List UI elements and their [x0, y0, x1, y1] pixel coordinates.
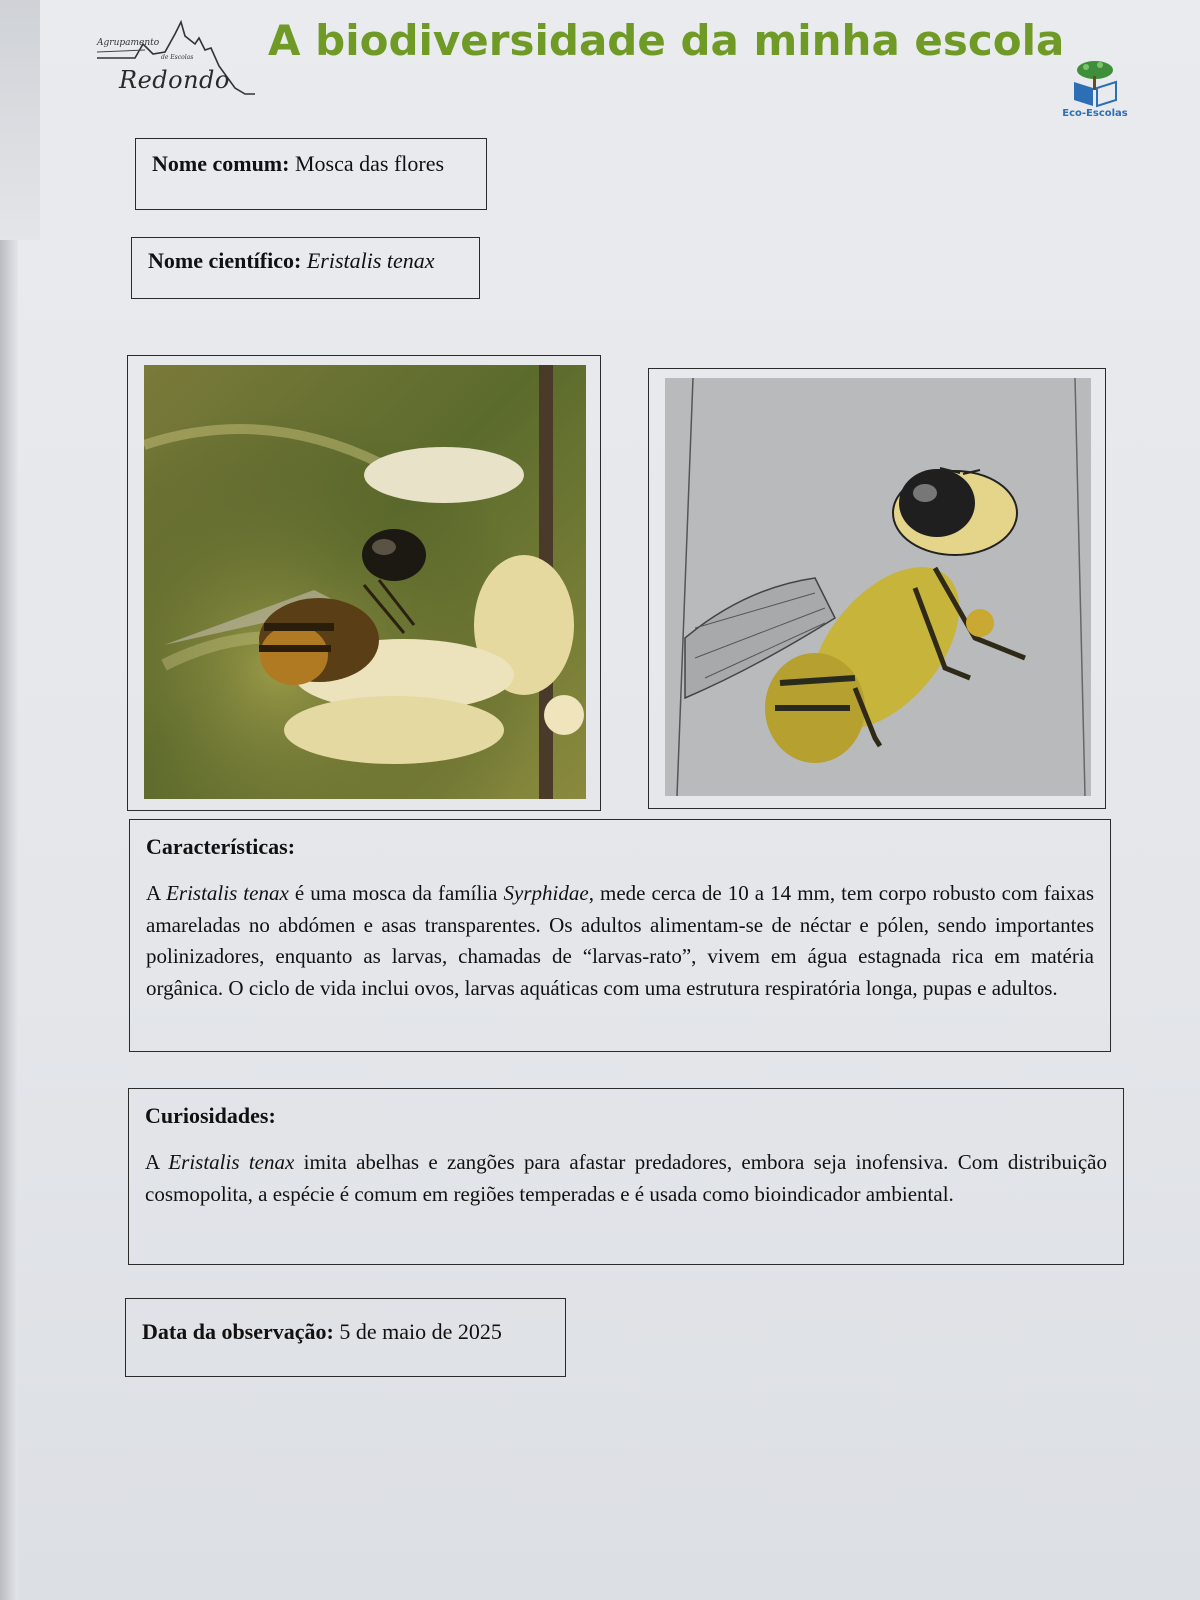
tree-book-icon [1058, 58, 1132, 110]
curiosities-text-part: imita abelhas e zangões para afastar predadores, embora seja inofensiva. Com distribuição cosmopolita, a espécie é comum em regiões temperadas e é usada como bioindicador ambiental. [145, 1150, 1107, 1206]
common-name-value: Mosca das flores [294, 151, 445, 176]
curiosities-box [128, 1088, 1124, 1265]
scientific-name-field [148, 248, 435, 274]
curiosities-text [145, 1147, 1107, 1210]
characteristics-title: Características: [146, 834, 296, 859]
observation-date-box [125, 1298, 566, 1377]
paper-edge [0, 0, 18, 1600]
characteristics-box [129, 819, 1111, 1052]
scientific-name-value: Eristalis tenax [306, 248, 435, 273]
photo-frame [127, 355, 601, 811]
curiosities-text-part: A [145, 1150, 169, 1174]
observation-date-field [142, 1319, 502, 1345]
characteristics-text [146, 878, 1094, 1004]
family-name: Syrphidae [503, 881, 589, 905]
characteristics-text-part: é uma mosca da família [288, 881, 504, 905]
observation-date-value: 5 de maio de 2025 [339, 1319, 502, 1344]
eco-escolas-logo [1058, 58, 1132, 126]
scientific-name-box [131, 237, 480, 299]
hoverfly-photo [144, 365, 586, 799]
common-name-field [152, 151, 444, 177]
school-logo-subtext: de Escolas [161, 54, 194, 61]
common-name-label: Nome comum: [152, 151, 290, 176]
scientific-name-label: Nome científico: [148, 248, 302, 273]
eco-escolas-label: Eco-Escolas [1062, 108, 1128, 119]
hoverfly-drawing [665, 378, 1091, 796]
school-logo-text: Agrupamento [97, 38, 160, 48]
species-name: Eristalis tenax [168, 1150, 295, 1174]
drawing-frame [648, 368, 1106, 809]
curiosities-title: Curiosidades: [145, 1103, 276, 1128]
common-name-box [135, 138, 487, 210]
characteristics-text-part: , mede cerca de 10 a 14 mm, tem corpo robusto com faixas amareladas no abdómen e asas transparentes. Os adultos alimentam-se de néctar e pólen, sendo importantes polinizadores, enquanto as larvas, chamadas de “larvas-rato”, vivem em água estagnada rica em matéria orgânica. O ciclo de vida inclui ovos, larvas aquáticas com uma estrutura respiratória longa, pupas e adultos. [146, 881, 1094, 1000]
school-logo [95, 14, 255, 100]
paper-edge-top [0, 0, 40, 240]
characteristics-text-part: A [146, 881, 167, 905]
school-name: Redondo [119, 66, 230, 94]
species-name: Eristalis tenax [166, 881, 289, 905]
page-title: A biodiversidade da minha escola [268, 16, 1065, 65]
observation-date-label: Data da observação: [142, 1319, 334, 1344]
